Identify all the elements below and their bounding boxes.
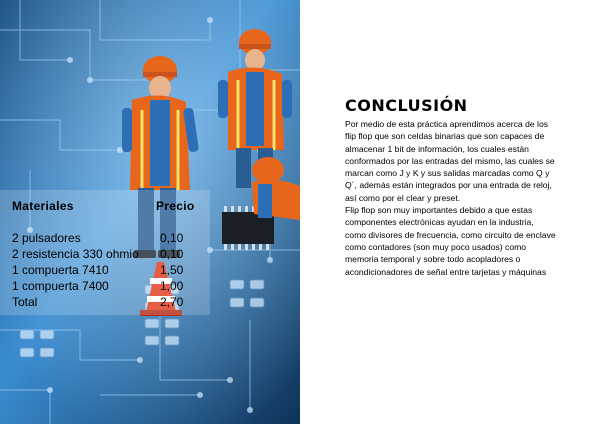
materials-header-item: Materiales <box>12 199 74 213</box>
materials-total-row <box>10 294 210 310</box>
conclusion-section <box>345 96 557 278</box>
conclusion-paragraph-1: Por medio de esta práctica aprendimos acerca de los flip flop que son celdas binarias que son capaces de almacenar 1 bit de información, los cuales están conformados por las entradas del mismo, las cuales se marcan como J y K y sus salidas marcadas como Q y Q´, además están integrados por una entrada de reloj, así como por el clear y preset. <box>345 119 555 203</box>
materials-item: 2 pulsadores <box>12 231 81 245</box>
conclusion-title: CONCLUSIÓN <box>345 96 468 115</box>
materials-total-price: 2,70 <box>160 295 184 309</box>
materials-price: 1,50 <box>160 263 184 277</box>
materials-row <box>10 230 210 246</box>
materials-header-price: Precio <box>156 199 195 213</box>
materials-item: 1 compuerta 7410 <box>12 263 109 277</box>
materials-price: 0,10 <box>160 247 184 261</box>
materials-price: 1,00 <box>160 279 184 293</box>
materials-price: 0,10 <box>160 231 184 245</box>
materials-total-label: Total <box>12 295 38 309</box>
materials-row <box>10 278 210 294</box>
materials-row <box>10 246 210 262</box>
materials-row <box>10 262 210 278</box>
materials-item: 1 compuerta 7400 <box>12 279 109 293</box>
conclusion-paragraph-2: Flip flop son muy importantes debido a que estas componentes electrónicas ayudan en la industria, como divisores de frecuencia, como circuito de enclave como contadores (son muy poco usados) como memoria temporal y sobre todo acopladores o acondicionadores de señal entre tarjetas y máquinas <box>345 205 556 277</box>
materials-item: 2 resistencia 330 ohmio <box>12 247 139 261</box>
